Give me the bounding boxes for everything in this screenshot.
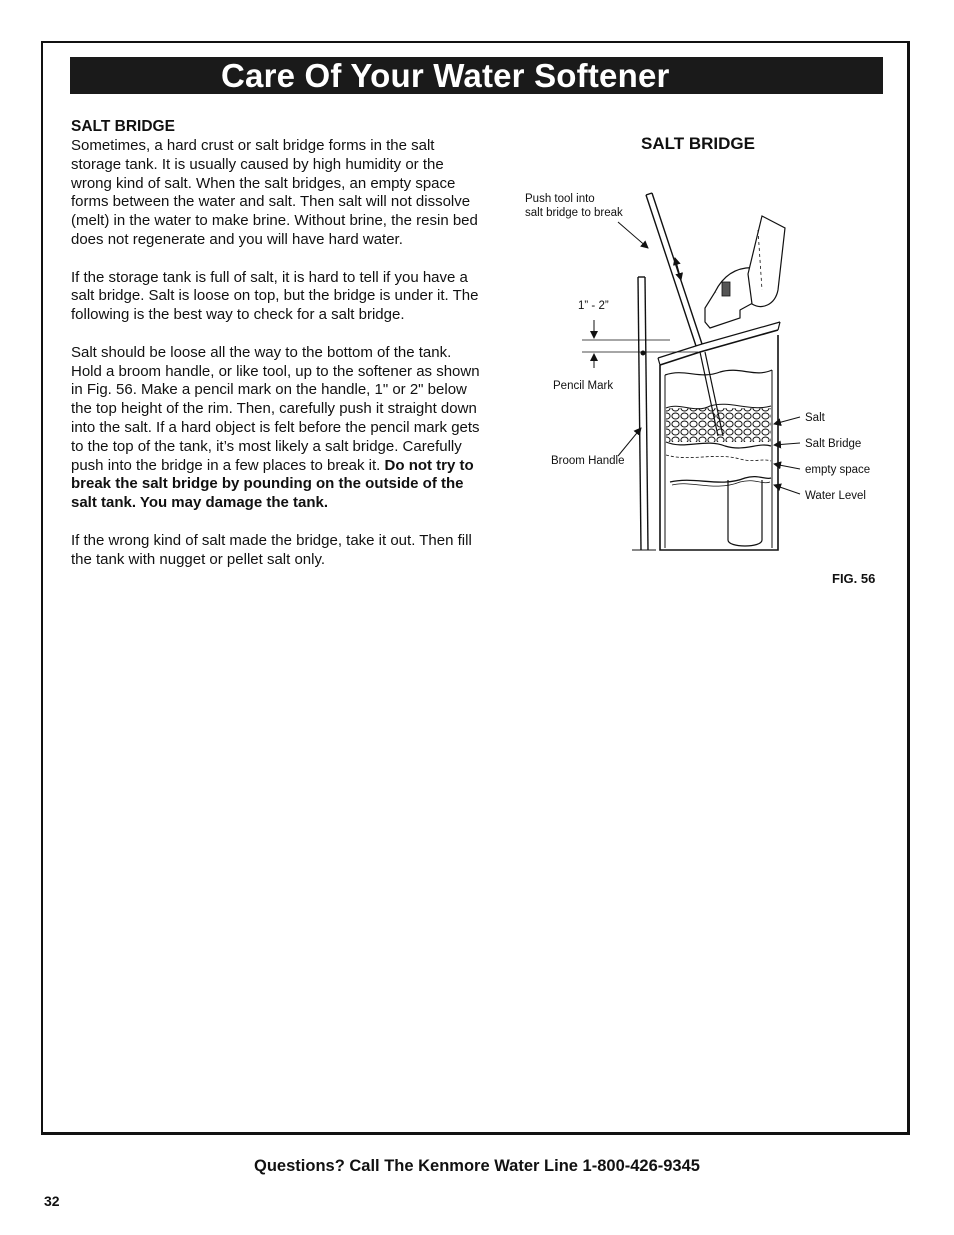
section-heading: SALT BRIDGE	[71, 118, 175, 135]
paragraph-3-warning: Do not try to break the salt bridge by pounding on the outside of the salt tank. You may damage the tank.	[71, 456, 474, 512]
broom-handle-illustration	[632, 277, 656, 550]
paragraph-1: Sometimes, a hard crust or salt bridge forms in the salt storage tank. It is usually caused by high humidity or the wrong kind of salt. When the salt bridges, an empty space forms between the water and salt. Then salt will not dissolve (melt) in the water to make brine. Without brine, the resin bed does not regenerate and you will have hard water.	[71, 137, 478, 248]
salt-bridge-diagram	[500, 180, 900, 560]
page-title: Care Of Your Water Softener	[70, 57, 883, 94]
label-pencil-mark: Pencil Mark	[553, 380, 614, 392]
label-water-level: Water Level	[805, 490, 866, 502]
figure-title: SALT BRIDGE	[641, 134, 755, 153]
pencil-mark-dot	[641, 351, 646, 356]
label-push-tool-1: Push tool into	[525, 193, 595, 205]
paragraph-4: If the wrong kind of salt made the bridge, take it out. Then fill the tank with nugget or pellet salt only.	[71, 531, 472, 568]
paragraph-2: If the storage tank is full of salt, it is hard to tell if you have a salt bridge. Salt is loose on top, but the bridge is under it. The following is the best way to check for a salt bridge.	[71, 268, 479, 324]
paragraph-3	[71, 344, 481, 513]
paragraph-3-text: Salt should be loose all the way to the bottom of the tank. Hold a broom handle, or like tool, up to the softener as shown in Fig. 56. Make a pencil mark on the handle, 1" or 2" below the top height of the rim. Then, carefully push it straight down into the salt. If a hard object is felt before the pencil mark gets to the top of the tank, it’s most likely a salt bridge. Carefully push into the bridge in a few places to break it.	[71, 343, 480, 474]
label-salt-bridge: Salt Bridge	[805, 438, 862, 450]
label-measure: 1” - 2”	[578, 300, 609, 312]
label-push-tool-2: salt bridge to break	[525, 207, 623, 219]
control-valve-illustration	[705, 216, 785, 328]
label-empty-space: empty space	[805, 464, 871, 476]
label-salt: Salt	[805, 412, 825, 424]
footer-help-line: Questions? Call The Kenmore Water Line 1-800-426-9345	[254, 1157, 700, 1175]
salt-bridge-section	[71, 118, 481, 588]
figure-caption: FIG. 56	[832, 571, 876, 586]
salt-tank	[582, 322, 780, 550]
page-number: 32	[44, 1193, 60, 1209]
label-broom-handle: Broom Handle	[551, 455, 625, 467]
